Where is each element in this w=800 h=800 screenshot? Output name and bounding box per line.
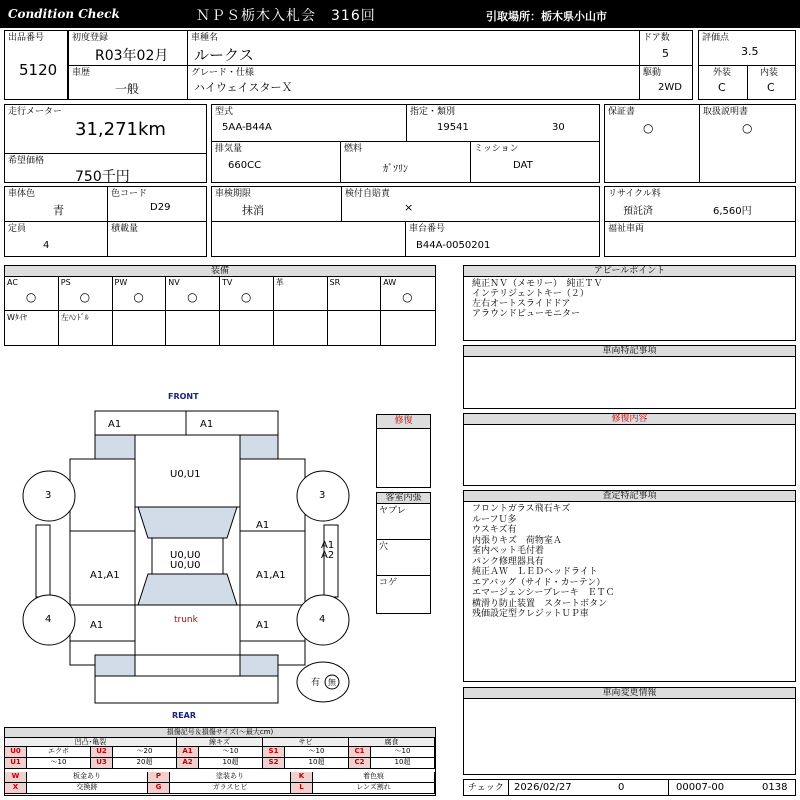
- drive-label: 駆動: [643, 68, 662, 78]
- footer-bar: [463, 779, 796, 796]
- warranty-mark: ○: [643, 121, 654, 135]
- equipment-cell: [59, 311, 113, 345]
- equipment-label: PS: [60, 278, 71, 287]
- equipment-cell: [220, 277, 274, 311]
- rear-right-mark: A1: [256, 620, 270, 631]
- legend-code: C1: [349, 747, 371, 758]
- lot-number-label: 出品番号: [8, 33, 45, 43]
- legend-desc: 10超: [371, 758, 435, 769]
- chassis: B44A-0050201: [416, 240, 491, 251]
- appeal-title: アピールポイント: [464, 266, 795, 277]
- interior-tear-label: ヤブレ: [379, 506, 406, 516]
- inspection-notes-title: 査定特記事項: [464, 491, 795, 502]
- equipment-mark: ○: [133, 290, 144, 304]
- appeal-lines: [472, 279, 603, 319]
- exterior-grade-box: [698, 65, 748, 100]
- front-bumper-right-mark: A1: [200, 419, 214, 430]
- load-label: 積載量: [111, 224, 139, 234]
- damage-legend: [4, 727, 436, 796]
- legend-desc: 交換跡: [27, 783, 148, 794]
- header-bar: [0, 0, 800, 28]
- fender-right-mark: A1: [256, 520, 270, 531]
- manual-mark: ○: [742, 121, 753, 135]
- note-line: 純正ＮＶ（メモリー） 純正ＴＶ: [472, 279, 603, 289]
- legend-code: U1: [5, 758, 27, 769]
- inspection-notes-panel: [463, 490, 796, 682]
- pickup-location: 引取場所：栃木県小山市: [486, 10, 607, 23]
- drive-box: [639, 65, 693, 100]
- equipment-cell: [59, 277, 113, 311]
- tire-rear-left-mark: 4: [45, 614, 52, 625]
- note-line: 横滑り防止装置 スタートボタン: [472, 598, 608, 609]
- spare-tire-none-label: 無: [328, 678, 336, 687]
- legend-group: 腐食: [349, 738, 435, 747]
- note-line: 内張りキズ 荷物室Ａ: [472, 535, 562, 546]
- repair-box: [376, 414, 431, 488]
- equipment-mark: ○: [79, 290, 91, 304]
- interior-box: [376, 492, 431, 614]
- liability-label: 検付自賠責: [345, 189, 391, 199]
- note-line: 左右オートスライドドア: [472, 299, 571, 309]
- legend-group: 線キズ: [177, 738, 263, 747]
- note-line: エアバッグ（サイド・カーテン）: [472, 577, 606, 588]
- legend-code: U0: [5, 747, 27, 758]
- manual-box: [699, 104, 796, 183]
- note-line: アラウンドビューモニター: [472, 309, 581, 319]
- equipment-cell: [166, 311, 220, 345]
- repair-label: 修復: [377, 415, 430, 429]
- legend-desc: エクボ: [27, 747, 91, 758]
- door-right-mark: A1,A1: [256, 570, 286, 581]
- note-line: パンク修理器具有: [472, 556, 544, 567]
- note-line: ルーフＵ多: [472, 514, 517, 525]
- transmission-box: [470, 141, 600, 183]
- tire-front-left-mark: 3: [45, 490, 52, 501]
- inspection-box: [211, 186, 342, 222]
- legend-desc: 〜10: [27, 758, 91, 769]
- equipment-panel: [4, 265, 436, 346]
- liability: ×: [404, 201, 414, 214]
- change-info-title: 車両変更情報: [464, 688, 795, 699]
- interior-grade-label: 内装: [760, 68, 779, 78]
- footer-code2: 0138: [762, 782, 788, 793]
- mileage-box: [4, 104, 207, 154]
- interior-grade: C: [767, 81, 775, 94]
- inspection-notes-lines: [472, 504, 615, 620]
- equipment-cell: [381, 277, 435, 311]
- check-label: チェック: [468, 783, 504, 793]
- rear-left-mark: A1: [90, 620, 104, 631]
- tire-rear-right-mark: 4: [319, 614, 326, 625]
- equipment-cell: [328, 277, 382, 311]
- repair-content-title: 修復内容: [464, 414, 795, 425]
- note-line: フロントガラス飛石キズ: [472, 504, 571, 514]
- equipment-title: 装備: [5, 266, 435, 277]
- legend-desc: 〜10: [371, 747, 435, 758]
- displacement: 660CC: [228, 160, 262, 171]
- price-box: [4, 153, 207, 183]
- inspection: 抹消: [242, 204, 264, 217]
- exterior-grade-label: 外装: [713, 68, 732, 78]
- color-label: 車体色: [8, 189, 36, 199]
- check-number: 0: [618, 782, 625, 793]
- interior-label: 客室内張: [377, 493, 430, 504]
- legend-desc: 着色痕: [313, 772, 435, 783]
- legend-desc: 〜20: [113, 747, 177, 758]
- legend-code: L: [291, 783, 313, 794]
- designation-label: 指定・類別: [410, 107, 456, 117]
- load-box: [107, 221, 207, 257]
- legend-code: G: [148, 783, 170, 794]
- mileage: 31,271km: [75, 119, 166, 140]
- equipment-cell: [274, 311, 328, 345]
- hood-mark: U0,U1: [170, 469, 201, 480]
- front-label: FRONT: [168, 392, 199, 401]
- fuel: ｶﾞｿﾘﾝ: [383, 164, 408, 175]
- legend-desc: 〜10: [285, 747, 349, 758]
- interior-hole-label: 穴: [379, 542, 389, 552]
- color-code: D29: [150, 202, 171, 213]
- equipment-label: Wﾀｲﾔ: [7, 313, 27, 322]
- grade-box: [187, 65, 640, 100]
- type-label: 型式: [215, 107, 234, 117]
- history-label: 車歴: [72, 68, 91, 78]
- legend-desc: 20超: [113, 758, 177, 769]
- legend-desc: 板金あり: [27, 772, 148, 783]
- history: 一般: [115, 82, 140, 96]
- lot-number-box: [4, 30, 68, 100]
- legend-code: U2: [91, 747, 113, 758]
- color-box: [4, 186, 108, 222]
- price-label: 希望価格: [8, 156, 45, 166]
- legend-code: A2: [177, 758, 199, 769]
- equipment-label: TV: [222, 278, 233, 287]
- legend-code: C2: [349, 758, 371, 769]
- interior-grade-box: [747, 65, 796, 100]
- color-code-box: [107, 186, 207, 222]
- note-line: インテリジェントキー（２）: [472, 289, 589, 299]
- equipment-cell: [113, 277, 167, 311]
- footer-code: 00007-00: [676, 782, 725, 793]
- equipment-label: NV: [168, 278, 180, 287]
- equipment-label: AC: [7, 278, 18, 287]
- legend-title: 損傷記号＆損傷サイズ(〜最大cm): [5, 728, 435, 738]
- legend-code: S2: [263, 758, 285, 769]
- first-registration-label: 初度登録: [72, 33, 109, 43]
- recycle-status: 預託済: [623, 206, 653, 217]
- history-box: [68, 65, 188, 100]
- equipment-cell: [166, 277, 220, 311]
- equipment-label: PW: [114, 278, 128, 287]
- equipment-cell: [5, 277, 59, 311]
- auction-title: ＮＰＳ栃木入札会 316回: [196, 8, 376, 24]
- capacity: 4: [43, 240, 50, 251]
- appeal-panel: [463, 265, 796, 341]
- equipment-label: 革: [275, 278, 284, 287]
- welfare-label: 福祉車両: [608, 224, 645, 234]
- note-line: 残価設定型クレジットＵＰ車: [472, 609, 589, 619]
- doors-label: ドア数: [643, 33, 670, 43]
- repair-content-panel: [463, 413, 796, 486]
- legend-code: W: [5, 772, 27, 783]
- legend-desc: 〜10: [199, 747, 263, 758]
- legend-code: U3: [91, 758, 113, 769]
- recycle-label: リサイクル料: [608, 189, 661, 199]
- legend-code: A1: [177, 747, 199, 758]
- mileage-label: 走行メーター: [8, 107, 63, 117]
- grade-label: グレード・仕様: [191, 68, 255, 78]
- note-line: ウスキズ有: [472, 525, 517, 535]
- equipment-cell: [328, 311, 382, 345]
- legend-code: S1: [263, 747, 285, 758]
- legend-code: P: [148, 772, 170, 783]
- displacement-label: 排気量: [215, 144, 243, 154]
- interior-burn-label: コゲ: [379, 578, 398, 588]
- score-label: 評価点: [702, 33, 730, 43]
- trunk-label: trunk: [174, 615, 198, 625]
- score: 3.5: [741, 45, 759, 58]
- fuel-label: 燃料: [344, 144, 363, 154]
- blank-box: [211, 221, 406, 257]
- designation-box: [406, 104, 600, 142]
- doors-box: [639, 30, 693, 66]
- equipment-cell: [113, 311, 167, 345]
- equipment-grid: [5, 277, 435, 345]
- spare-tire-label: 有: [311, 678, 321, 688]
- equipment-mark: ○: [25, 290, 37, 304]
- equipment-mark: ○: [187, 290, 198, 304]
- fuel-box: [340, 141, 471, 183]
- door-left-mark: A1,A1: [90, 570, 120, 581]
- designation: 19541: [437, 122, 469, 133]
- special-notes-title: 車両特記事項: [464, 346, 795, 357]
- legend-desc: レンズ割れ: [313, 783, 435, 794]
- lot-number: 5120: [19, 61, 58, 79]
- capacity-box: [4, 221, 108, 257]
- equipment-cell: [5, 311, 59, 345]
- exterior-grade: C: [718, 81, 726, 94]
- inspection-label: 車検期限: [215, 189, 252, 199]
- grade: ハイウェイスターＸ: [194, 81, 293, 94]
- side-right-mark: A1 A2: [321, 540, 335, 561]
- capacity-label: 定員: [8, 224, 27, 234]
- front-bumper-left-mark: A1: [108, 419, 122, 430]
- transmission-label: ミッション: [474, 144, 519, 154]
- score-box: [698, 30, 796, 66]
- legend-code: X: [5, 783, 27, 794]
- warranty-box: [604, 104, 700, 183]
- type: 5AA-B44A: [222, 122, 272, 133]
- recycle-fee: 6,560円: [713, 206, 752, 217]
- welfare-box: [604, 221, 796, 257]
- rear-label: REAR: [172, 711, 196, 720]
- first-registration: R03年02月: [95, 48, 169, 64]
- legend-desc: 10超: [199, 758, 263, 769]
- legend-code: K: [291, 772, 313, 783]
- model-name-label: 車種名: [191, 33, 219, 43]
- model-name-box: [187, 30, 640, 66]
- color: 青: [53, 204, 64, 217]
- equipment-mark: ○: [402, 290, 413, 304]
- check-date: 2026/02/27: [514, 782, 572, 793]
- doors: 5: [662, 47, 669, 60]
- liability-box: [341, 186, 600, 222]
- equipment-label: AW: [383, 278, 397, 287]
- legend-group: サビ: [263, 738, 349, 747]
- type-box: [211, 104, 407, 142]
- legend-group: 凹凸･亀裂: [5, 738, 177, 747]
- brand-title: Condition Check: [8, 7, 120, 21]
- equipment-label: 左ﾊﾝﾄﾞﾙ: [60, 313, 89, 322]
- note-line: 室内ペット毛付着: [472, 546, 545, 556]
- color-code-label: 色コード: [111, 189, 148, 199]
- drive: 2WD: [658, 82, 682, 93]
- legend-grid: [5, 738, 435, 795]
- tire-front-right-mark: 3: [319, 490, 326, 501]
- special-notes-panel: [463, 345, 796, 409]
- equipment-cell: [274, 277, 328, 311]
- warranty-label: 保証書: [608, 107, 636, 117]
- model-name: ルークス: [194, 46, 254, 64]
- first-registration-box: [68, 30, 188, 66]
- manual-label: 取扱説明書: [703, 107, 749, 117]
- equipment-cell: [220, 311, 274, 345]
- legend-desc: ガラスヒビ: [170, 783, 291, 794]
- recycle-box: [604, 186, 796, 222]
- change-info-panel: [463, 687, 796, 775]
- note-line: 純正ＡＷ ＬＥＤヘッドライト: [472, 567, 598, 577]
- legend-desc: 塗装あり: [170, 772, 291, 783]
- note-line: エマージェンシーブレーキ ＥＴＣ: [472, 588, 615, 598]
- legend-desc: 10超: [285, 758, 349, 769]
- displacement-box: [211, 141, 341, 183]
- category: 30: [552, 122, 565, 133]
- roof-mark: U0,U0 U0,U0: [170, 550, 201, 571]
- price: 750千円: [75, 169, 130, 185]
- equipment-mark: ○: [240, 290, 252, 304]
- chassis-label: 車台番号: [409, 224, 446, 234]
- equipment-cell: [381, 311, 435, 345]
- transmission: DAT: [513, 160, 533, 171]
- equipment-label: SR: [329, 278, 341, 287]
- chassis-box: [405, 221, 600, 257]
